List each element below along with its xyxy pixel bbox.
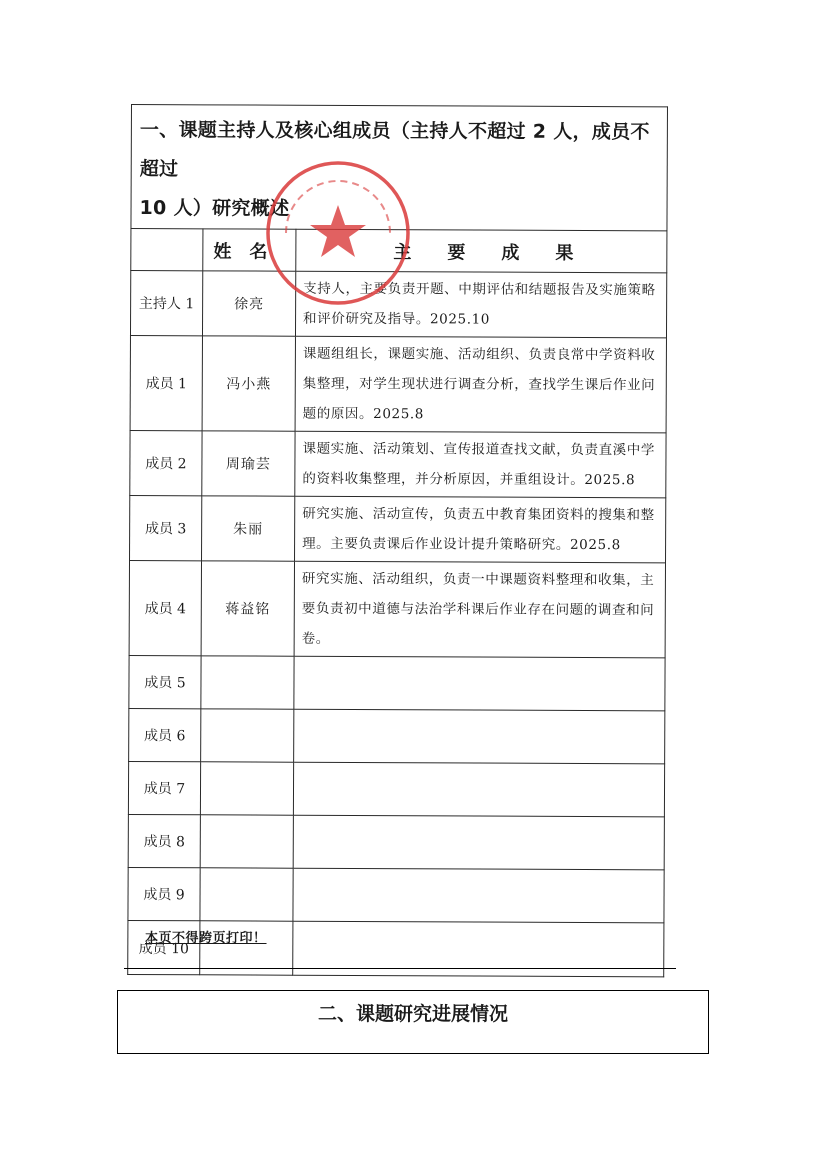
table-row — [130, 495, 666, 562]
members-table — [127, 104, 668, 977]
section-2-title: 二、课题研究进展情况 — [317, 1003, 508, 1025]
table-row — [128, 761, 664, 816]
row-role: 成员 10 — [128, 920, 200, 974]
header-result: 主要成果 — [296, 229, 667, 273]
row-name: 徐亮 — [202, 271, 295, 336]
row-name — [201, 656, 294, 709]
table-row — [128, 867, 664, 922]
row-result — [294, 656, 665, 711]
table-row — [130, 271, 666, 338]
row-role: 成员 5 — [129, 655, 201, 708]
table-row — [130, 430, 666, 497]
row-result — [294, 709, 665, 764]
row-name — [200, 762, 293, 815]
row-name — [200, 815, 293, 868]
section-2-box — [117, 990, 709, 1054]
row-result: 研究实施、活动组织，负责一中课题资料整理和收集，主要负责初中道德与法治学科课后作业存在问题的调查和问卷。 — [294, 561, 665, 658]
row-name — [200, 868, 293, 921]
row-role: 成员 7 — [128, 761, 200, 814]
no-split-print-note: 本页不得跨页打印！ — [145, 931, 267, 946]
table-row — [129, 560, 665, 657]
row-role: 成员 9 — [128, 867, 200, 920]
section-1-title-line2: 10 人）研究概述 — [139, 197, 290, 220]
header-blank-cell — [131, 229, 203, 271]
row-role: 主持人 1 — [130, 271, 202, 336]
row-result: 课题组组长，课题实施、活动组织、负责良常中学资料收集整理，对学生现状进行调查分析，查找学生课后作业问题的原因。2025.8 — [295, 336, 666, 433]
row-result: 研究实施、活动宣传，负责五中教育集团资料的搜集和整理。主要负责课后作业设计提升策略研究。2025.8 — [295, 496, 666, 563]
horizontal-divider — [124, 968, 676, 969]
row-role: 成员 4 — [129, 560, 201, 655]
row-name: 蒋益铭 — [201, 561, 294, 656]
section-1-title-line1: 一、课题主持人及核心组成员（主持人不超过 2 人，成员不超过 — [139, 119, 650, 181]
table-row — [130, 335, 666, 432]
row-result — [293, 762, 664, 817]
row-name: 朱丽 — [202, 496, 295, 561]
row-result: 支持人，主要负责开题、中期评估和结题报告及实施策略和评价研究及指导。2025.10 — [295, 271, 666, 338]
row-role: 成员 6 — [129, 708, 201, 761]
row-name: 冯小燕 — [202, 336, 295, 431]
row-name: 周瑜芸 — [202, 431, 295, 496]
row-result — [293, 815, 664, 870]
table-row — [129, 708, 665, 763]
row-result — [293, 868, 664, 923]
table-row — [128, 814, 664, 869]
table-row — [129, 655, 665, 710]
row-result: 课题实施、活动策划、宣传报道查找文献，负责直溪中学的资料收集整理，并分析原因，并重组设计。2025.8 — [295, 431, 666, 498]
row-role: 成员 2 — [130, 430, 202, 495]
row-role: 成员 3 — [130, 495, 202, 560]
row-role: 成员 8 — [128, 814, 200, 867]
table-header-row — [131, 229, 667, 273]
section-1-title — [131, 105, 668, 231]
row-name — [201, 709, 294, 762]
header-name: 姓名 — [203, 229, 296, 271]
row-role: 成员 1 — [130, 335, 202, 430]
